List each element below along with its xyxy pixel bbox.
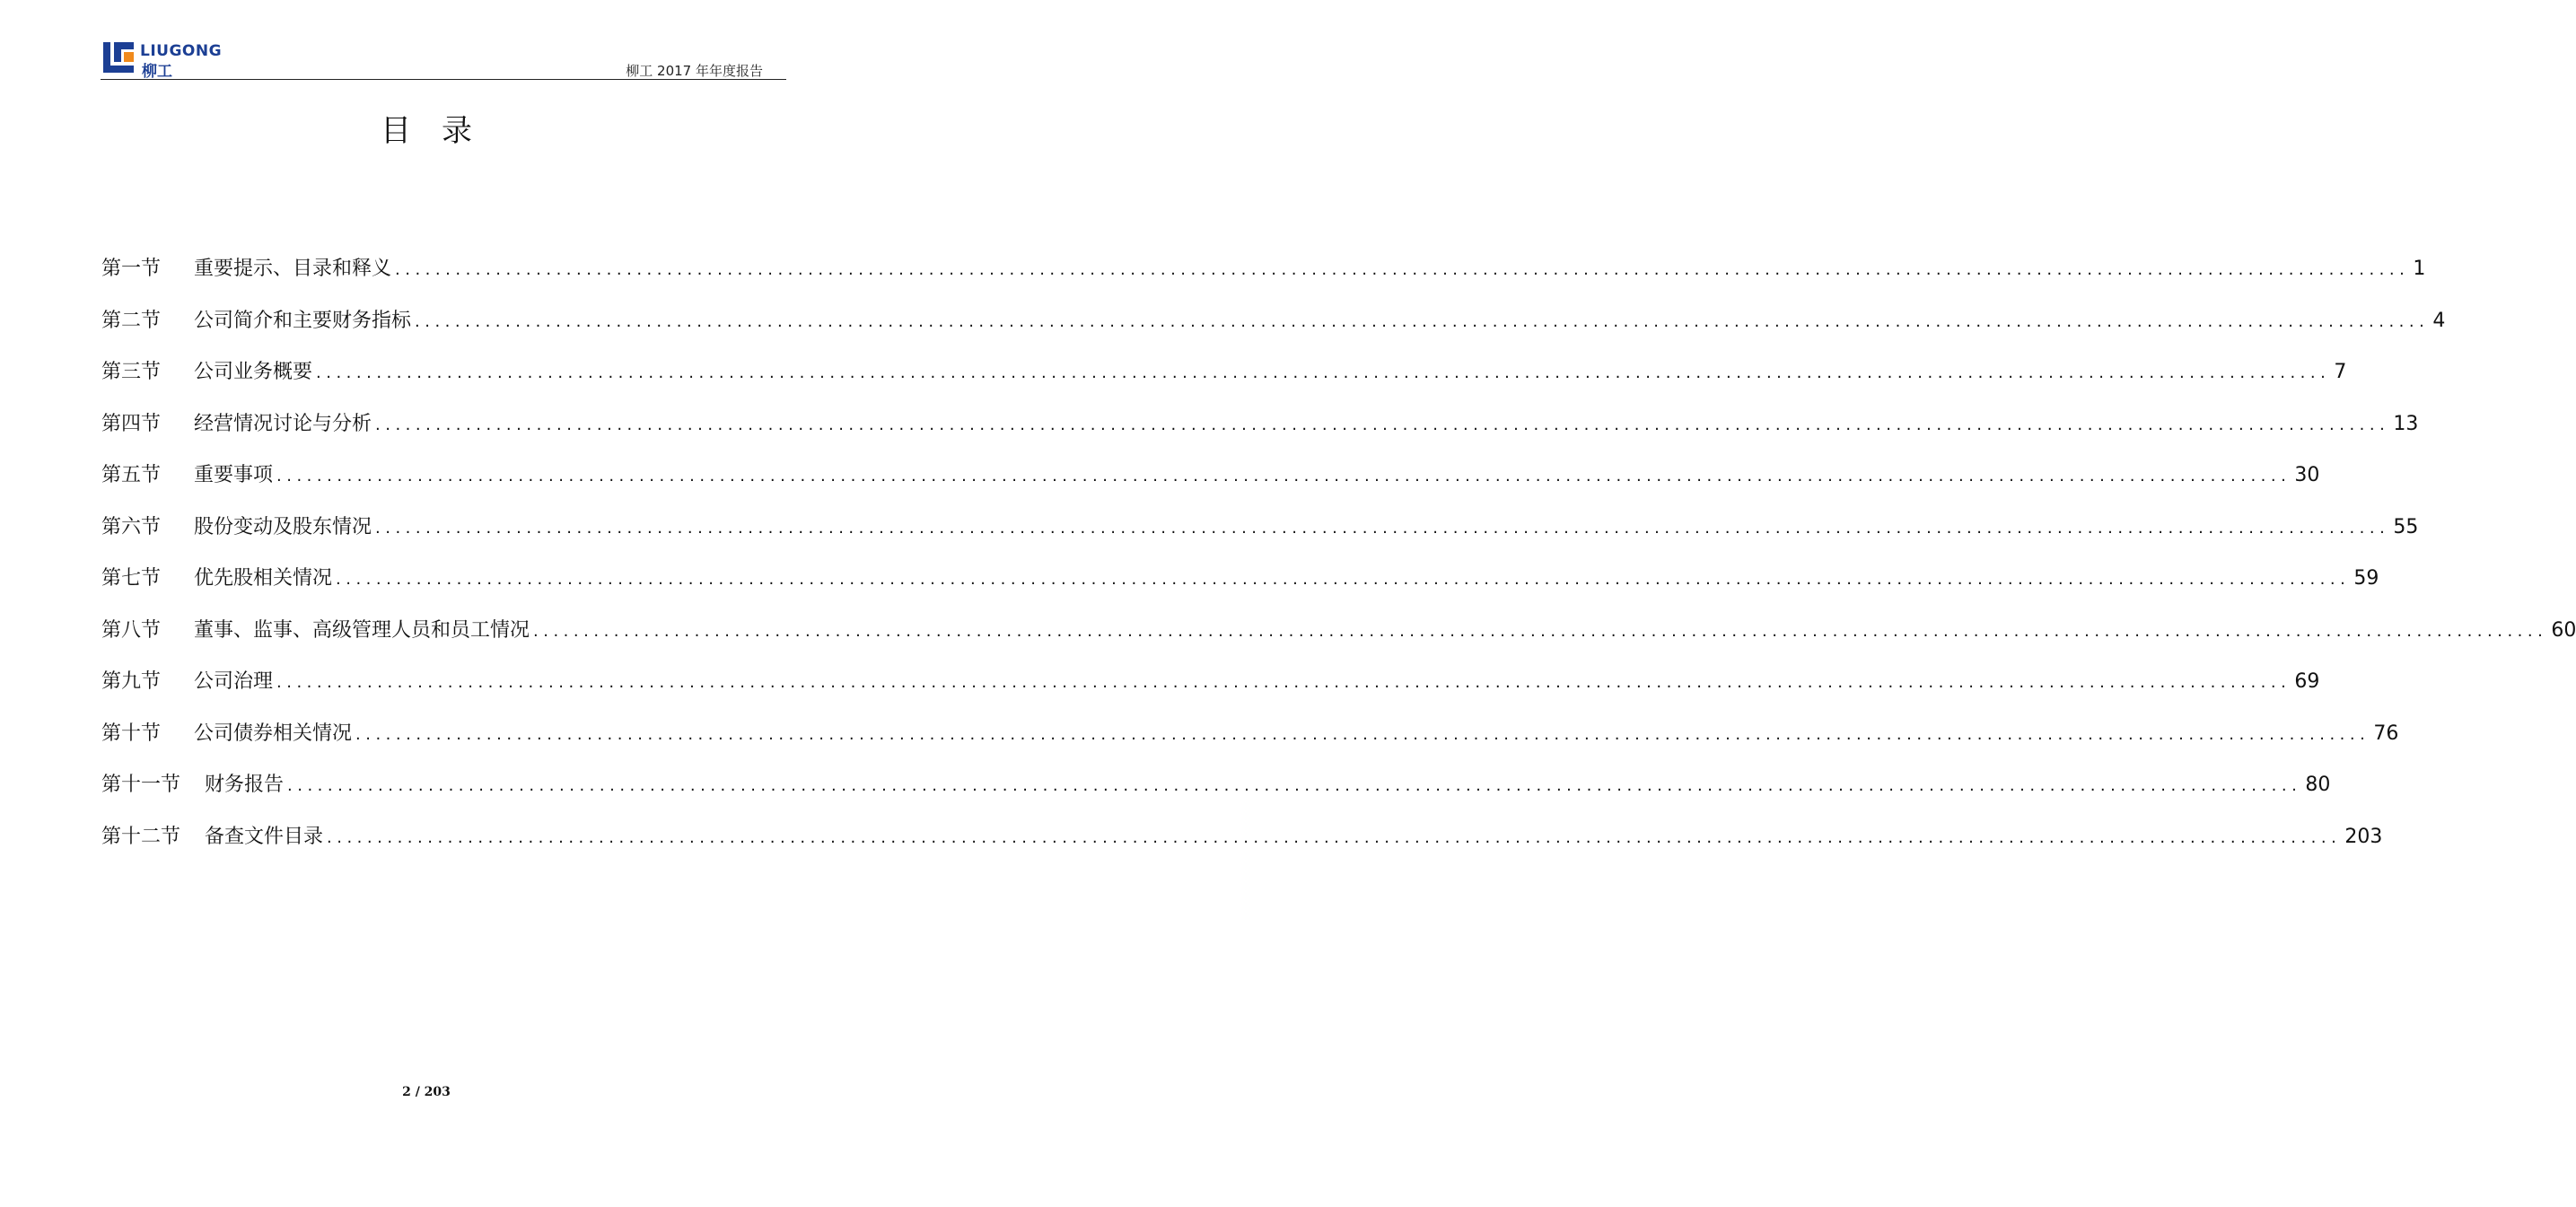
toc-section-title: 优先股相关情况 [194,567,333,590]
toc-dot-leader: ........................................................................................................................................................................................................ [533,621,2548,641]
toc-section-title: 财务报告 [205,774,285,796]
logo-chinese-text: 柳工 [142,63,172,81]
toc-page-number: 13 [2393,412,2419,435]
toc-dot-leader: ........................................................................................................................................................................................................ [355,724,2370,744]
toc-section-number: 第十二节 [101,825,181,848]
toc-dot-leader: ........................................................................................................................................................................................................ [276,467,2291,485]
toc-section-number: 第二节 [101,309,162,332]
toc-dot-leader: ........................................................................................................................................................................................................ [316,363,2331,382]
toc-entry[interactable] [101,305,2446,357]
toc-dot-leader: ........................................................................................................................................................................................................ [287,776,2302,795]
toc-dot-leader: ........................................................................................................................................................................................................ [336,570,2351,589]
toc-page-number: 4 [2432,309,2446,332]
toc-entry[interactable] [101,666,2320,718]
toc-page-number: 59 [2353,567,2379,590]
toc-entry[interactable] [101,615,2576,667]
page-number: 2 / 203 [402,1085,451,1099]
toc-section-title: 备查文件目录 [205,825,324,848]
toc-section-number: 第三节 [101,361,162,383]
toc-section-number: 第六节 [101,515,162,538]
toc-section-title: 公司简介和主要财务指标 [194,309,412,332]
toc-page-number: 30 [2294,464,2320,486]
toc-dot-leader: ........................................................................................................................................................................................................ [395,260,2410,279]
toc-dot-leader: ........................................................................................................................................................................................................ [375,518,2390,538]
toc-section-title: 公司债券相关情况 [194,722,353,745]
toc-entry[interactable] [101,769,2331,821]
toc-page-number: 60 [2551,618,2576,642]
toc-entry[interactable] [101,356,2347,408]
toc-page-number: 80 [2305,774,2331,796]
toc-heading: 目录 [381,113,503,149]
toc-entry[interactable] [101,512,2419,564]
toc-section-title: 重要提示、目录和释义 [194,258,392,280]
toc-entry[interactable] [101,718,2399,770]
toc-section-title: 公司业务概要 [194,361,313,383]
toc-section-title: 经营情况讨论与分析 [194,412,372,435]
toc-section-number: 第四节 [101,412,162,435]
toc-section-title: 公司治理 [194,670,274,693]
toc-section-number: 第五节 [101,464,162,486]
toc-page-number: 203 [2344,825,2383,848]
toc-section-title: 董事、监事、高级管理人员和员工情况 [194,618,530,642]
toc-section-number: 第八节 [101,618,162,642]
toc-entry[interactable] [101,459,2320,512]
toc-dot-leader: ........................................................................................................................................................................................................ [327,827,2342,847]
toc-section-number: 第一节 [101,258,162,280]
page-header [101,39,786,80]
liugong-logo-icon [101,39,136,75]
toc-entry[interactable] [101,408,2419,460]
toc-entry[interactable] [101,563,2379,615]
toc-section-number: 第十一节 [101,774,181,796]
toc-section-number: 第九节 [101,670,162,693]
toc-section-title: 股份变动及股东情况 [194,515,372,538]
toc-section-number: 第十节 [101,722,162,745]
toc-dot-leader: ........................................................................................................................................................................................................ [375,415,2390,434]
logo-english-text: LIUGONG [140,42,223,60]
toc-dot-leader: ........................................................................................................................................................................................................ [415,311,2430,331]
table-of-contents [101,253,2576,872]
toc-page-number: 69 [2294,670,2320,693]
report-title: 柳工 2017 年年度报告 [626,63,763,79]
toc-entry[interactable] [101,821,2383,873]
liugong-logo [101,39,235,81]
toc-section-title: 重要事项 [194,464,274,486]
toc-dot-leader: ........................................................................................................................................................................................................ [276,673,2291,692]
toc-page-number: 76 [2373,722,2399,745]
toc-section-number: 第七节 [101,567,162,590]
toc-page-number: 55 [2393,515,2419,538]
toc-entry[interactable] [101,253,2426,305]
toc-page-number: 7 [2334,361,2347,383]
toc-page-number: 1 [2413,258,2426,280]
